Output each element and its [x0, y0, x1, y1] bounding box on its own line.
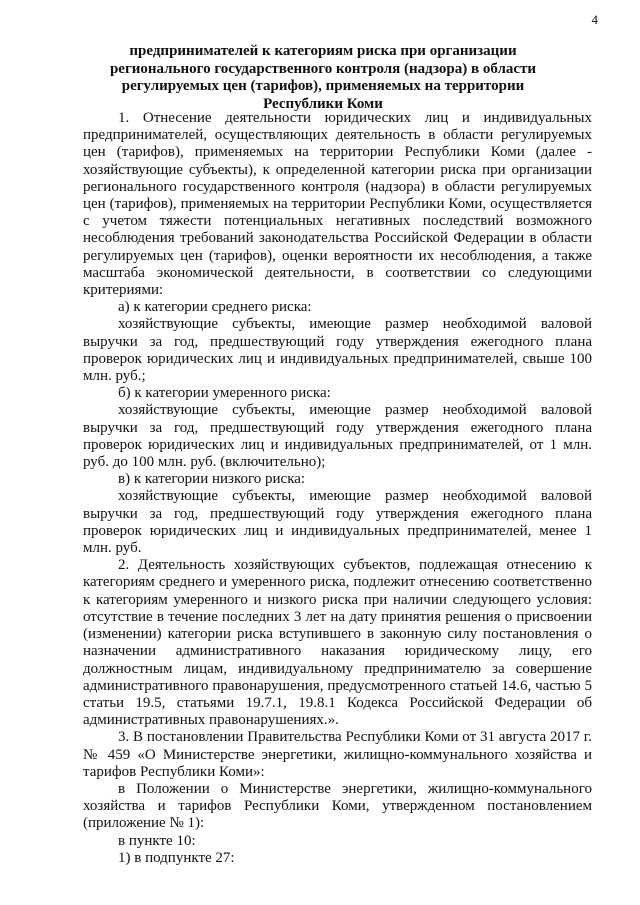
paragraph-subpoint-27: 1) в подпункте 27:	[118, 849, 235, 866]
page-number: 4	[591, 12, 598, 27]
paragraph-risk-low-criteria: хозяйствующие субъекты, имеющие размер необходимой валовой выручки за год, предшествующий году утверждения ежегодного плана проверок юридических лиц и индивидуальных предпринимателей, менее 1 млн. руб.	[83, 488, 592, 557]
paragraph-risk-medium-criteria: хозяйствующие субъекты, имеющие размер необходимой валовой выручки за год, предшествующий году утверждения ежегодного плана проверок юридических лиц и индивидуальных предпринимателей, свыше 100 млн. руб.;	[83, 316, 592, 385]
section-title: предпринимателей к категориям риска при организации регионального государственного контроля (надзора) в области регулируемых цен (тарифов), применяемых на территории Республики Коми	[109, 43, 537, 112]
paragraph-risk-moderate-heading: б) к категории умеренного риска:	[118, 385, 331, 402]
paragraph-1: 1. Отнесение деятельности юридических лиц и индивидуальных предпринимателей, осуществляющих деятельность в области регулируемых цен (тарифов), применяемых на территории Республики Коми (далее - хозяйствующие субъекты), к определенной категории риска при организации регионального государственного контроля (надзора) в области регулируемых цен (тарифов), применяемых на территории Республики Коми, осуществляется с учетом тяжести потенциальных негативных последствий возможного несоблюдения требований законодательства Российской Федерации в области регулируемых цен (тарифов), оценки вероятности их несоблюдения, а также масштаба экономической деятельности, в соответствии со следующими критериями:	[83, 110, 592, 299]
paragraph-risk-medium-heading: а) к категории среднего риска:	[118, 299, 312, 316]
paragraph-risk-low-heading: в) к категории низкого риска:	[118, 471, 306, 488]
paragraph-3: 3. В постановлении Правительства Республики Коми от 31 августа 2017 г. № 459 «О Министерстве энергетики, жилищно-коммунального хозяйства и тарифов Республики Коми»:	[83, 729, 592, 780]
document-body	[83, 110, 592, 867]
paragraph-regulation: в Положении о Министерстве энергетики, жилищно-коммунального хозяйства и тарифов Республики Коми, утвержденном постановлением (приложение № 1):	[83, 780, 592, 832]
paragraph-point-10: в пункте 10:	[118, 832, 196, 849]
paragraph-2: 2. Деятельность хозяйствующих субъектов, подлежащая отнесению к категориям среднего и умеренного риска, подлежит отнесению соответственно к категориям умеренного и низкого риска при наличии следующего условия: отсутствие в течение последних 3 лет на дату принятия решения о присвоении (изменении) категории риска вступившего в законную силу постановления о назначении административного наказания юридическому лицу, его должностным лицам, индивидуальному предпринимателю за совершение административного правонарушения, предусмотренного статьей 14.6, частью 5 статьи 19.5, статьями 19.7.1, 19.8.1 Кодекса Российской Федерации об административных правонарушениях.».	[83, 557, 592, 729]
paragraph-risk-moderate-criteria: хозяйствующие субъекты, имеющие размер необходимой валовой выручки за год, предшествующий году утверждения ежегодного плана проверок юридических лиц и индивидуальных предпринимателей, от 1 млн. руб. до 100 млн. руб. (включительно);	[83, 402, 592, 471]
